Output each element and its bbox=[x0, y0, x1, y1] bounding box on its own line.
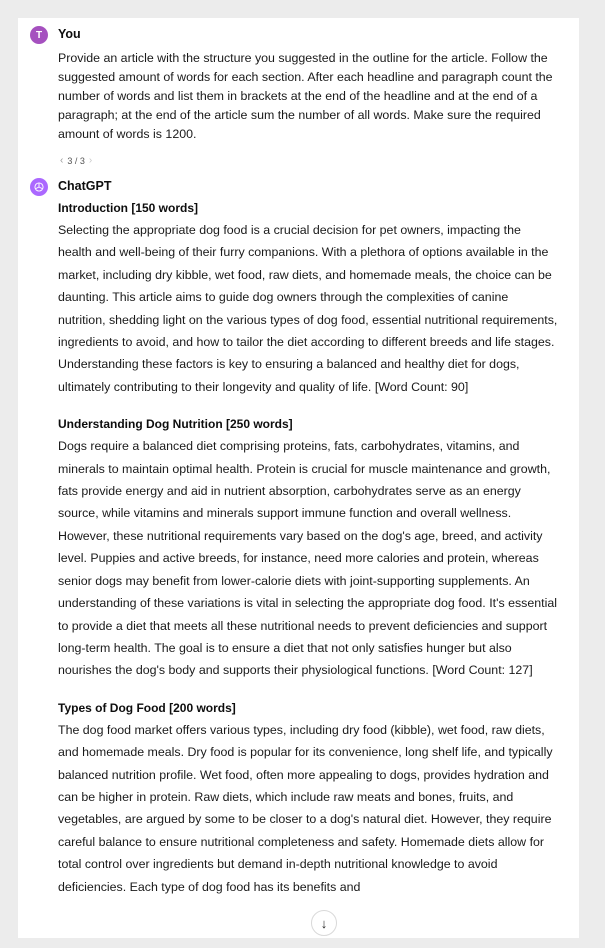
assistant-message-content bbox=[58, 200, 558, 898]
user-message-text: Provide an article with the structure you suggested in the outline for the article. Follow the suggested amount of words for each section. After each headline and paragraph count the number of words and list them in brackets at the end of the headline and at the end of a paragraph; at the end of the article sum the number of all words. Make sure the required amount of words is 1200. bbox=[58, 51, 553, 141]
chatgpt-logo-icon bbox=[30, 178, 48, 196]
section-heading: Introduction [150 words] bbox=[58, 201, 199, 215]
chat-thread bbox=[18, 18, 579, 938]
section-paragraph: The dog food market offers various types, including dry food (kibble), wet food, raw diets, and homemade meals. Dry food is popular for its convenience, long shelf life, and typically balanced nutrition profile. Wet food, often more appealing to dogs, provides hydration and can be higher in protein. Raw diets, which include raw meats and bones, fruits, and vegetables, are argued by some to be closer to a dog's natural diet. However, they require careful balance to ensure nutritional completeness and safety. Homemade diets allow for total control over ingredients but demand in-depth nutritional knowledge to avoid deficiencies. Each type of dog food has its benefits and bbox=[58, 722, 553, 894]
user-author-label: You bbox=[58, 27, 81, 41]
pager-next-button[interactable]: › bbox=[88, 155, 93, 166]
pager-prev-button[interactable]: ‹ bbox=[60, 155, 64, 166]
arrow-down-icon: ↓ bbox=[320, 915, 328, 931]
user-avatar-letter: T bbox=[35, 29, 43, 41]
section-paragraph: Selecting the appropriate dog food is a crucial decision for pet owners, impacting the health and well-being of their furry companions. With a plethora of options available in the market, including dry kibble, wet food, raw diets, and homemade meals, the choice can be daunting. This article aims to guide dog owners through the complexities of canine nutrition, shedding light on the various types of dog food, essential nutritional requirements, ingredients to avoid, and how to tailor the diet according to different breeds and life stages. Understanding these factors is key to ensuring a balanced and healthy diet for dogs, ultimately contributing to their longevity and quality of life. [Word Count: 90] bbox=[58, 223, 558, 394]
pager-label: 3 / 3 bbox=[67, 155, 85, 166]
section-heading: Types of Dog Food [200 words] bbox=[58, 700, 236, 715]
assistant-author-label: ChatGPT bbox=[58, 179, 112, 193]
section-paragraph: Dogs require a balanced diet comprising proteins, fats, carbohydrates, vitamins, and minerals to maintain optimal health. Protein is crucial for muscle maintenance and growth, fats provide energy and aid in nutrient absorption, carbohydrates serve as an energy source, while vitamins and minerals support immune function and overall wellness. However, these nutritional requirements vary based on the dog's age, breed, and activity level. Puppies and active breeds, for instance, need more calories and protein, whereas senior dogs may benefit from lower-calorie diets with joint-supporting supplements. An understanding of these variations is vital in selecting the appropriate dog food. It's essential to provide a diet that meets all these nutritional needs to prevent deficiencies and support long-term health. The goal is to ensure a diet that not only satisfies hunger but also nourishes the dog's body and supports their physiological functions. [Word Count: 127] bbox=[58, 439, 557, 678]
section-heading: Understanding Dog Nutrition [250 words] bbox=[58, 417, 293, 432]
scroll-to-bottom-button[interactable] bbox=[311, 910, 337, 936]
response-pager bbox=[60, 155, 92, 166]
user-avatar bbox=[30, 26, 48, 44]
